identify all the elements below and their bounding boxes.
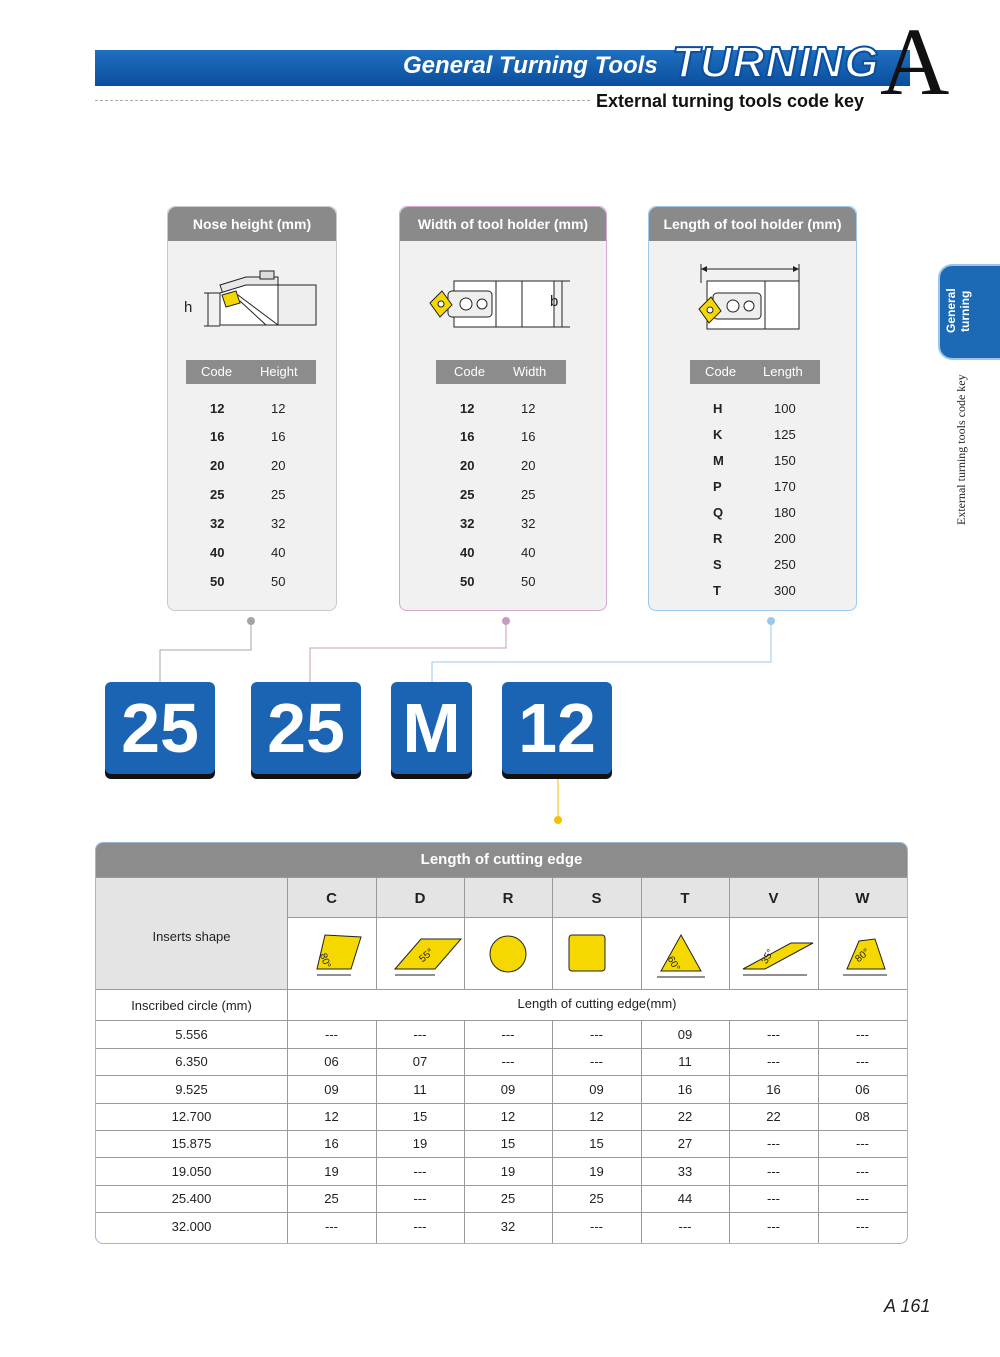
insert-shape-S-icon (569, 935, 605, 971)
insert-shape-D-icon (395, 939, 461, 975)
inserts-shape-label: Inserts shape (152, 929, 231, 944)
code-box-nose-height: 25 (105, 682, 215, 774)
section-letter: A (880, 8, 950, 115)
side-description: External turning tools code key (954, 374, 968, 525)
col-code: Code (201, 364, 233, 379)
insert-shape-V-icon (743, 943, 813, 975)
inscribed-circle-label: Inscribed circle (mm) (131, 998, 252, 1013)
table-row: 5.556 --- --- --- --- 09 --- --- (175, 1027, 869, 1042)
table-row: 25.400 25 --- 25 25 44 --- --- (171, 1191, 869, 1206)
side-tab-label: General turning (944, 288, 972, 334)
svg-text:60°: 60° (664, 954, 682, 974)
col-header-T: T (680, 890, 690, 907)
col-header-R: R (502, 890, 514, 907)
connector-dot-yellow (554, 816, 562, 824)
table-title: Length of cutting edge (96, 843, 907, 877)
table-row: 32.000 --- --- 32 --- --- --- --- (171, 1219, 869, 1234)
length-diagram-icon (693, 261, 813, 335)
code-box-length: M (391, 682, 472, 774)
svg-text:35°: 35° (759, 947, 777, 966)
panel-title: Nose height (mm) (168, 207, 336, 241)
length-table-header (690, 360, 820, 384)
connector-dot-pink (502, 617, 510, 625)
nose-table-header (186, 360, 316, 384)
table-row: 6.350 06 07 --- --- 11 --- --- (175, 1054, 869, 1069)
insert-shape-C-icon (317, 935, 361, 975)
svg-text:80°: 80° (317, 951, 333, 970)
panel-title: Width of tool holder (mm) (400, 207, 606, 241)
panel-title: Length of tool holder (mm) (649, 207, 856, 241)
connector-dot-blue (767, 617, 775, 625)
insert-shape-W-icon (843, 939, 887, 975)
width-dim-label: b (550, 293, 559, 310)
svg-text:55°: 55° (417, 946, 437, 965)
table-row: 19.050 19 --- 19 19 33 --- --- (171, 1164, 869, 1179)
width-table-header (436, 360, 566, 384)
col-width: Width (513, 364, 547, 379)
col-header-V: V (768, 890, 779, 907)
cutting-edge-label: Length of cutting edge(mm) (517, 996, 677, 1011)
cutting-edge-table (95, 842, 908, 1244)
insert-shape-R-icon (490, 936, 526, 972)
col-length: Length (763, 364, 803, 379)
nose-dim-label: h (184, 299, 193, 316)
panel-length: Length of tool holder (mm) Code Length H 100 K 125 M 150 P 170 Q 180 R 200 S 250 T 300 (648, 206, 857, 611)
col-code: Code (454, 364, 486, 379)
code-box-width: 25 (251, 682, 361, 774)
header-subtitle: General Turning Tools (403, 52, 658, 79)
col-code: Code (705, 364, 737, 379)
panel-nose-height: Nose height (mm) h Code Height 12 12 16 16 20 20 25 25 32 32 40 40 50 50 (167, 206, 337, 611)
page-number: A 161 (884, 1296, 931, 1316)
insert-shape-T-icon (657, 935, 705, 977)
col-header-S: S (591, 890, 602, 907)
code-box-cutting-edge: 12 (502, 682, 612, 774)
svg-text:80°: 80° (853, 946, 873, 965)
table-row: 15.875 16 19 15 15 27 --- --- (171, 1136, 869, 1151)
table-row: 9.525 09 11 09 09 16 16 06 (175, 1082, 870, 1097)
col-header-C: C (326, 890, 337, 907)
header-description: External turning tools code key (596, 91, 865, 111)
col-header-D: D (414, 890, 426, 907)
panel-width: Width of tool holder (mm) b Code Width 12 12 16 16 20 20 25 25 32 32 40 40 50 50 (399, 206, 607, 611)
col-header-W: W (855, 890, 870, 907)
connector-dot-gray (247, 617, 255, 625)
col-height: Height (260, 364, 298, 379)
table-row: 12.700 12 15 12 12 22 22 08 (171, 1109, 870, 1124)
header-divider (95, 100, 590, 101)
nose-height-diagram-icon (180, 263, 330, 333)
insert-shapes (287, 917, 907, 989)
header-title: TURNING (672, 38, 880, 87)
